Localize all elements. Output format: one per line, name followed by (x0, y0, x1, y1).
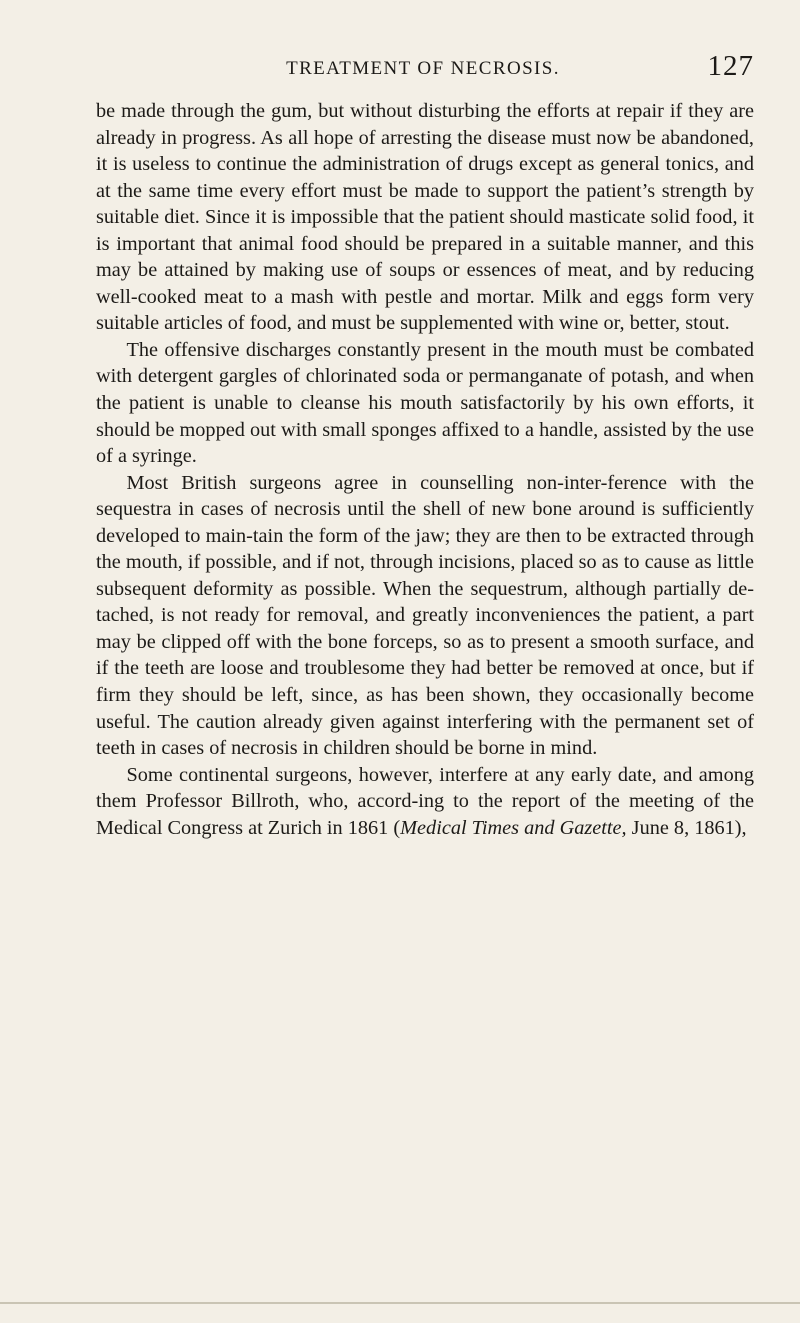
paragraph-2: The offensive discharges constantly present in the mouth must be combated with detergent gargles of chlorinated soda or permanganate of potash, and when the patient is unable to cleanse his mouth satisfactorily by his own efforts, it should be mopped out with small sponges affixed to a handle, assisted by the use of a syringe. (96, 338, 754, 468)
running-title: TREATMENT OF NECROSIS. (286, 58, 560, 79)
bottom-rule (0, 1302, 800, 1304)
paragraph-1: be made through the gum, but without disturbing the efforts at repair if they are already in progress. As all hope of arresting the disease must now be abandoned, it is useless to continue the administration of drugs except as general tonics, and at the same time every effort must be made to support the patient’s strength by suitable diet. Since it is impossible that the patient should masticate solid food, it is important that animal food should be prepared in a suitable manner, and this may be attained by making use of soups or essences of meat, and by reducing well-cooked meat to a mash with pestle and mortar. Milk and eggs form very suitable articles of food, and must be supplemented with wine or, better, stout. (96, 100, 754, 335)
paragraph-3: Most British surgeons agree in counselling non-inter-ference with the sequestra in cases of necrosis until the shell of new bone around is sufficiently developed to main-tain the form of the jaw; they are then to be extracted through the mouth, if possible, and if not, through incisions, placed so as to cause as little subsequent deformity as possible. When the sequestrum, although partially de-tached, is not ready for removal, and greatly inconveniences the patient, a part may be clipped off with the bone forceps, so as to present a smooth surface, and if the teeth are loose and troublesome they had better be removed at once, but if firm they should be left, since, as has been shown, they occasionally become useful. The caution already given against interfering with the permanent set of teeth in cases of necrosis in children should be borne in mind. (96, 471, 754, 760)
page-header (92, 50, 754, 84)
page-number: 127 (707, 50, 754, 82)
paragraph-4-text-before: Some continental surgeons, however, interfere at any early date, and among them Professor Billroth, who, accord-ing to the report of the meeting of the Medical Congress at Zurich in 1861 ( (96, 763, 754, 839)
paragraph-4 (96, 762, 754, 842)
journal-citation: Medical Times and Gazette, (400, 816, 627, 839)
body-text (96, 98, 754, 841)
paragraph-4-text-after: June 8, 1861), (626, 816, 747, 839)
